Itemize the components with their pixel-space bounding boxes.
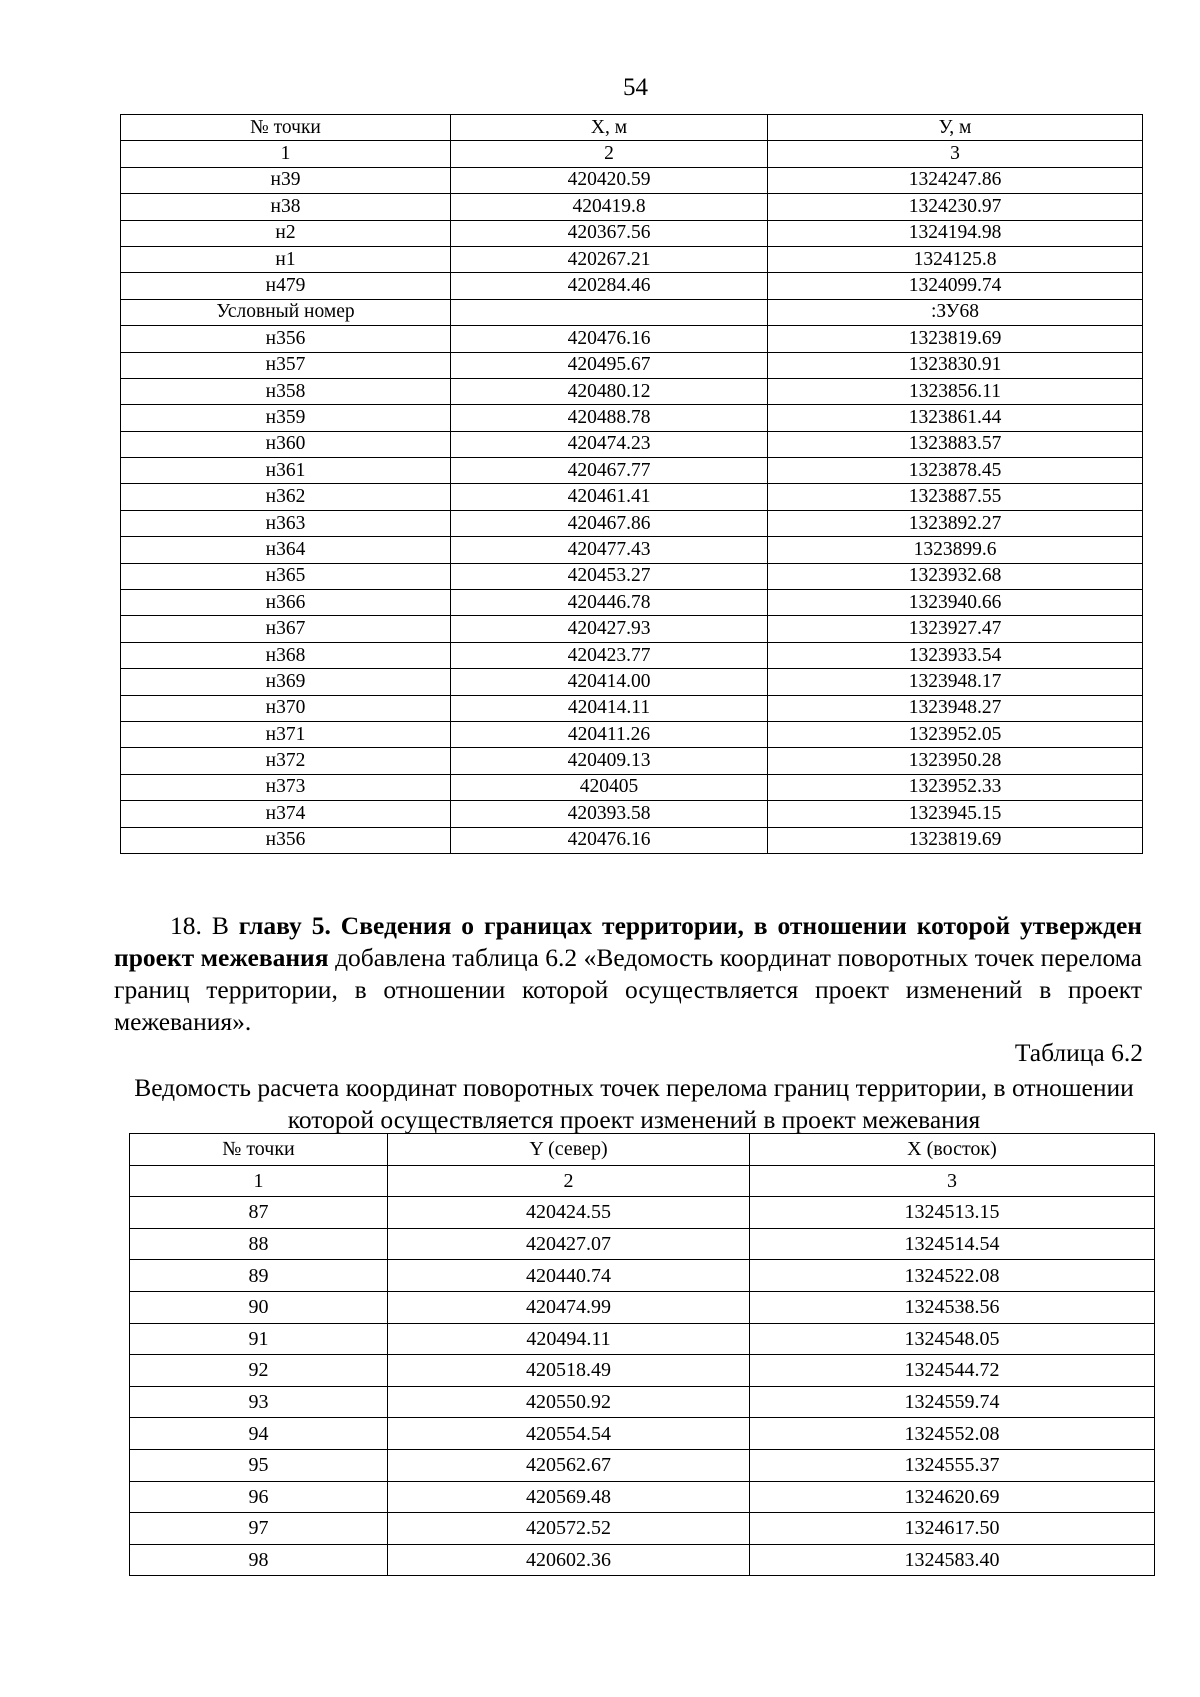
table-cell: 1324559.74 <box>750 1386 1155 1418</box>
table-cell: 420446.78 <box>451 590 768 616</box>
paragraph-rest: добавлена таблица 6.2 «Ведомость координат поворотных точек перелома границ территории, в отношении которой осуществляется проект изменений в проект межевания». <box>114 943 1142 1036</box>
table-cell: 1324620.69 <box>750 1481 1155 1513</box>
table-cell: 420414.00 <box>451 669 768 695</box>
table-row <box>121 484 1143 510</box>
paragraph-lead: 18. В <box>170 911 239 940</box>
table-row <box>121 695 1143 721</box>
table-cell: 420419.8 <box>451 194 768 220</box>
table-cell: 1323861.44 <box>768 405 1143 431</box>
table-cell: 420495.67 <box>451 352 768 378</box>
table-cell: н364 <box>121 537 451 563</box>
table-cell: 420267.21 <box>451 246 768 272</box>
table-row <box>121 273 1143 299</box>
table-cell: н38 <box>121 194 451 220</box>
table-cell: X (восток) <box>750 1134 1155 1166</box>
coordinates-table-1 <box>120 114 1143 854</box>
table-cell: н357 <box>121 352 451 378</box>
table-cell: 420476.16 <box>451 827 768 853</box>
table-cell: 420550.92 <box>388 1386 750 1418</box>
table-cell: н374 <box>121 801 451 827</box>
table-cell: 94 <box>130 1418 388 1450</box>
table-cell: 1323819.69 <box>768 326 1143 352</box>
table-cell: 420427.93 <box>451 616 768 642</box>
table-cell: № точки <box>121 115 451 141</box>
table-cell: 420393.58 <box>451 801 768 827</box>
table-row <box>130 1481 1155 1513</box>
table-cell: 420602.36 <box>388 1544 750 1576</box>
table-cell: 1323952.33 <box>768 774 1143 800</box>
table-cell: н368 <box>121 642 451 668</box>
table-cell: 1323950.28 <box>768 748 1143 774</box>
table-cell: 420518.49 <box>388 1355 750 1387</box>
table-row <box>121 352 1143 378</box>
table-cell <box>451 299 768 325</box>
table-cell: 420572.52 <box>388 1513 750 1545</box>
table-cell: 1323899.6 <box>768 537 1143 563</box>
table-row <box>121 167 1143 193</box>
table-cell: 1324617.50 <box>750 1513 1155 1545</box>
table-cell: 3 <box>768 141 1143 167</box>
table-row <box>130 1418 1155 1450</box>
table-cell: 1 <box>121 141 451 167</box>
table-cell: 92 <box>130 1355 388 1387</box>
table-cell: н1 <box>121 246 451 272</box>
table-cell: 90 <box>130 1291 388 1323</box>
table-cell: н361 <box>121 458 451 484</box>
table-cell: н360 <box>121 431 451 457</box>
table-cell: Х, м <box>451 115 768 141</box>
table-row <box>121 616 1143 642</box>
table-cell: 1324583.40 <box>750 1544 1155 1576</box>
table-cell: 420427.07 <box>388 1228 750 1260</box>
table-cell: 1323856.11 <box>768 378 1143 404</box>
table-row <box>121 537 1143 563</box>
table-cell: 1324555.37 <box>750 1449 1155 1481</box>
table-row <box>130 1355 1155 1387</box>
table-cell: 420284.46 <box>451 273 768 299</box>
table-cell: № точки <box>130 1134 388 1166</box>
table-cell: 91 <box>130 1323 388 1355</box>
table-cell: 1324522.08 <box>750 1260 1155 1292</box>
table-row <box>121 590 1143 616</box>
table-cell: 420480.12 <box>451 378 768 404</box>
table-cell: 97 <box>130 1513 388 1545</box>
table-cell: 1323830.91 <box>768 352 1143 378</box>
table-cell: 420405 <box>451 774 768 800</box>
table-row <box>121 563 1143 589</box>
table-cell: 420467.77 <box>451 458 768 484</box>
table-cell: 1 <box>130 1165 388 1197</box>
table-cell: 1323883.57 <box>768 431 1143 457</box>
table-label: Таблица 6.2 <box>1014 1038 1143 1067</box>
index-row <box>130 1165 1155 1197</box>
table-cell: 420440.74 <box>388 1260 750 1292</box>
table-caption: Ведомость расчета координат поворотных точек перелома границ территории, в отношении которой осуществляется проект изменений в проект межевания <box>134 1073 1134 1134</box>
table-row <box>121 431 1143 457</box>
table-cell: 1323892.27 <box>768 510 1143 536</box>
table-cell: 420477.43 <box>451 537 768 563</box>
table-cell: 420569.48 <box>388 1481 750 1513</box>
table-cell: Условный номер <box>121 299 451 325</box>
table-cell: 420420.59 <box>451 167 768 193</box>
amendment-paragraph <box>114 910 1142 1038</box>
table-cell: 420424.55 <box>388 1197 750 1229</box>
table-cell: н363 <box>121 510 451 536</box>
table-row <box>121 721 1143 747</box>
table-cell: 1323948.17 <box>768 669 1143 695</box>
page-number: 54 <box>623 74 648 101</box>
table-cell: н372 <box>121 748 451 774</box>
table-row <box>121 774 1143 800</box>
table-cell: 1323819.69 <box>768 827 1143 853</box>
table-row <box>130 1449 1155 1481</box>
table-cell: Y (север) <box>388 1134 750 1166</box>
table-cell: 1323887.55 <box>768 484 1143 510</box>
table-cell: 1324125.8 <box>768 246 1143 272</box>
table-cell: :ЗУ68 <box>768 299 1143 325</box>
table-row <box>121 194 1143 220</box>
table-row <box>121 246 1143 272</box>
table-cell: н359 <box>121 405 451 431</box>
table-cell: 420411.26 <box>451 721 768 747</box>
table-row <box>121 510 1143 536</box>
table-cell: 420461.41 <box>451 484 768 510</box>
table-cell: 95 <box>130 1449 388 1481</box>
table-cell: 1323927.47 <box>768 616 1143 642</box>
table-row <box>130 1386 1155 1418</box>
table-cell: 1324552.08 <box>750 1418 1155 1450</box>
table-cell: н371 <box>121 721 451 747</box>
table-cell: 420474.23 <box>451 431 768 457</box>
table-cell: н362 <box>121 484 451 510</box>
table-cell: 1324538.56 <box>750 1291 1155 1323</box>
table-cell: 1324247.86 <box>768 167 1143 193</box>
table-cell: 2 <box>451 141 768 167</box>
table-cell: 93 <box>130 1386 388 1418</box>
table-cell: 1323945.15 <box>768 801 1143 827</box>
table-row <box>121 220 1143 246</box>
table-cell: 420423.77 <box>451 642 768 668</box>
table-row <box>121 299 1143 325</box>
table-cell: 420414.11 <box>451 695 768 721</box>
table-cell: 1324230.97 <box>768 194 1143 220</box>
table-cell: н2 <box>121 220 451 246</box>
table-cell: н369 <box>121 669 451 695</box>
table-row <box>121 458 1143 484</box>
table-cell: 96 <box>130 1481 388 1513</box>
header-row <box>130 1134 1155 1166</box>
table-cell: 1323932.68 <box>768 563 1143 589</box>
table-cell: У, м <box>768 115 1143 141</box>
table-cell: 1323878.45 <box>768 458 1143 484</box>
table-row <box>121 642 1143 668</box>
table-cell: н365 <box>121 563 451 589</box>
coordinates-table-2 <box>129 1133 1155 1576</box>
table-cell: 1323948.27 <box>768 695 1143 721</box>
table-cell: 1324548.05 <box>750 1323 1155 1355</box>
table-cell: 420488.78 <box>451 405 768 431</box>
table-cell: 420476.16 <box>451 326 768 352</box>
table-row <box>130 1291 1155 1323</box>
table-cell: н356 <box>121 827 451 853</box>
table-cell: 1323952.05 <box>768 721 1143 747</box>
table-cell: 420467.86 <box>451 510 768 536</box>
table-cell: н479 <box>121 273 451 299</box>
table-row <box>121 378 1143 404</box>
table-cell: 420409.13 <box>451 748 768 774</box>
table-cell: 88 <box>130 1228 388 1260</box>
table-row <box>121 405 1143 431</box>
table-cell: 420474.99 <box>388 1291 750 1323</box>
table-cell: 1324514.54 <box>750 1228 1155 1260</box>
table-cell: 420494.11 <box>388 1323 750 1355</box>
table-cell: 89 <box>130 1260 388 1292</box>
table-cell: 420562.67 <box>388 1449 750 1481</box>
table-cell: н358 <box>121 378 451 404</box>
table-row <box>121 326 1143 352</box>
table-cell: 98 <box>130 1544 388 1576</box>
table-cell: 1323933.54 <box>768 642 1143 668</box>
table-cell: 87 <box>130 1197 388 1229</box>
table-cell: н39 <box>121 167 451 193</box>
table-row <box>130 1260 1155 1292</box>
table-row <box>130 1228 1155 1260</box>
table-row <box>130 1544 1155 1576</box>
table-row <box>130 1323 1155 1355</box>
table-cell: 2 <box>388 1165 750 1197</box>
table-cell: н373 <box>121 774 451 800</box>
table-cell: 1324099.74 <box>768 273 1143 299</box>
table-cell: 420554.54 <box>388 1418 750 1450</box>
paragraph-bold: главу 5. Сведения о границах территории, в отношении которой утвержден проект межевания <box>114 911 1142 972</box>
table-cell: 1324513.15 <box>750 1197 1155 1229</box>
table-row <box>121 827 1143 853</box>
table-cell: н367 <box>121 616 451 642</box>
table-row <box>121 748 1143 774</box>
table-cell: 1324194.98 <box>768 220 1143 246</box>
table-cell: н370 <box>121 695 451 721</box>
table-row <box>121 801 1143 827</box>
header-row <box>121 115 1143 141</box>
table-cell: 1323940.66 <box>768 590 1143 616</box>
table-cell: н356 <box>121 326 451 352</box>
table-row <box>130 1513 1155 1545</box>
table-cell: 3 <box>750 1165 1155 1197</box>
table-row <box>130 1197 1155 1229</box>
table-cell: 420367.56 <box>451 220 768 246</box>
table-row <box>121 669 1143 695</box>
table-cell: 420453.27 <box>451 563 768 589</box>
index-row <box>121 141 1143 167</box>
table-cell: н366 <box>121 590 451 616</box>
table-cell: 1324544.72 <box>750 1355 1155 1387</box>
